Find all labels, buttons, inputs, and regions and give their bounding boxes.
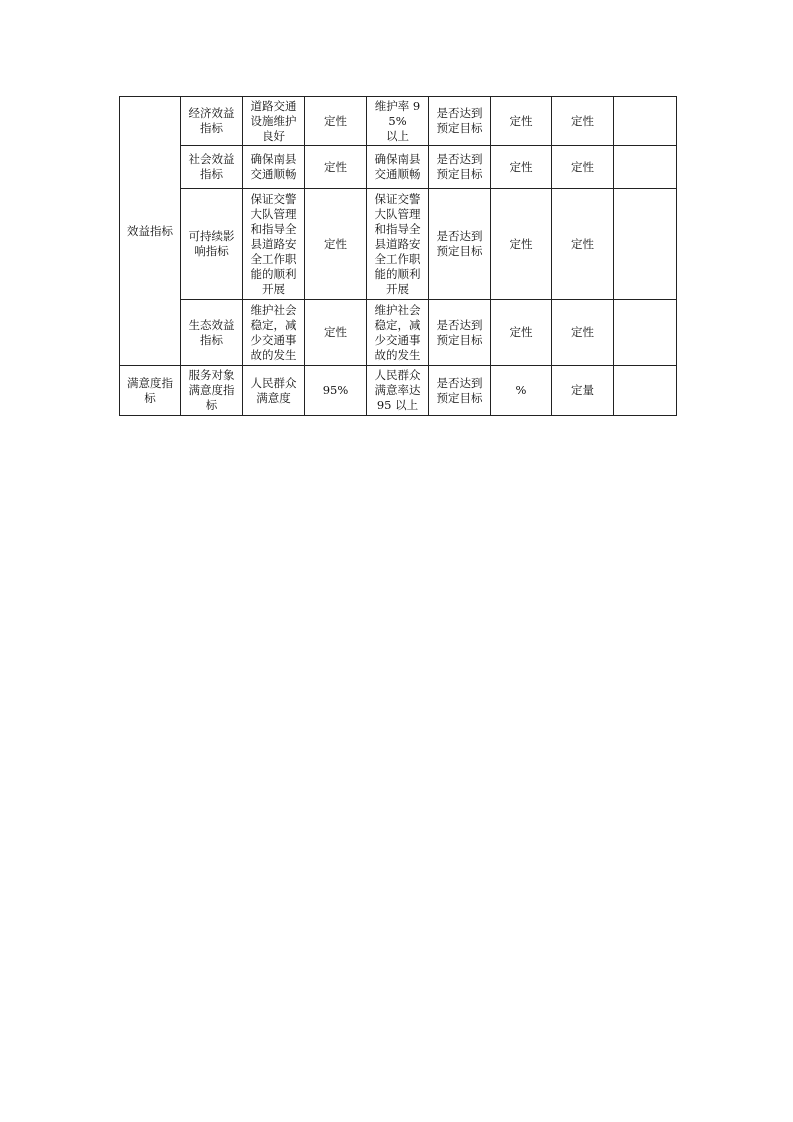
table-row — [120, 366, 677, 416]
group-cell-satisfaction: 满意度指 标 — [120, 366, 181, 416]
type-cell: 定性 — [305, 300, 367, 366]
group-cell-efficiency: 效益指标 — [120, 97, 181, 366]
sub-indicator-cell: 可持续影 响指标 — [181, 189, 243, 300]
method-cell: 是否达到 预定目标 — [429, 366, 491, 416]
table-row — [120, 300, 677, 366]
standard-cell: 保证交警 大队管理 和指导全 县道路安 全工作职 能的顺利 开展 — [367, 189, 429, 300]
unit-cell: 定性 — [491, 97, 552, 146]
sub-indicator-cell: 社会效益 指标 — [181, 146, 243, 189]
table-row — [120, 189, 677, 300]
note-cell — [614, 97, 677, 146]
type-cell: 定性 — [305, 189, 367, 300]
nature-cell: 定性 — [552, 189, 614, 300]
sub-indicator-cell: 生态效益 指标 — [181, 300, 243, 366]
nature-cell: 定性 — [552, 300, 614, 366]
note-cell — [614, 366, 677, 416]
unit-cell: 定性 — [491, 189, 552, 300]
note-cell — [614, 146, 677, 189]
standard-cell: 确保南县 交通顺畅 — [367, 146, 429, 189]
content-cell: 道路交通 设施维护 良好 — [243, 97, 305, 146]
type-cell: 95% — [305, 366, 367, 416]
nature-cell: 定性 — [552, 146, 614, 189]
unit-cell: 定性 — [491, 146, 552, 189]
type-cell: 定性 — [305, 97, 367, 146]
unit-cell: % — [491, 366, 552, 416]
note-cell — [614, 189, 677, 300]
method-cell: 是否达到 预定目标 — [429, 97, 491, 146]
table-body — [120, 97, 677, 416]
nature-cell: 定量 — [552, 366, 614, 416]
standard-cell: 维护社会 稳定，减 少交通事 故的发生 — [367, 300, 429, 366]
standard-cell: 维护率 95% 以上 — [367, 97, 429, 146]
method-cell: 是否达到 预定目标 — [429, 300, 491, 366]
table-row — [120, 146, 677, 189]
method-cell: 是否达到 预定目标 — [429, 189, 491, 300]
note-cell — [614, 300, 677, 366]
unit-cell: 定性 — [491, 300, 552, 366]
sub-indicator-cell: 经济效益 指标 — [181, 97, 243, 146]
table-row — [120, 97, 677, 146]
standard-cell: 人民群众 满意率达 95 以上 — [367, 366, 429, 416]
content-cell: 维护社会 稳定，减 少交通事 故的发生 — [243, 300, 305, 366]
type-cell: 定性 — [305, 146, 367, 189]
content-cell: 确保南县 交通顺畅 — [243, 146, 305, 189]
content-cell: 人民群众 满意度 — [243, 366, 305, 416]
sub-indicator-cell: 服务对象 满意度指 标 — [181, 366, 243, 416]
performance-indicator-table — [119, 96, 677, 416]
method-cell: 是否达到 预定目标 — [429, 146, 491, 189]
nature-cell: 定性 — [552, 97, 614, 146]
content-cell: 保证交警 大队管理 和指导全 县道路安 全工作职 能的顺利 开展 — [243, 189, 305, 300]
